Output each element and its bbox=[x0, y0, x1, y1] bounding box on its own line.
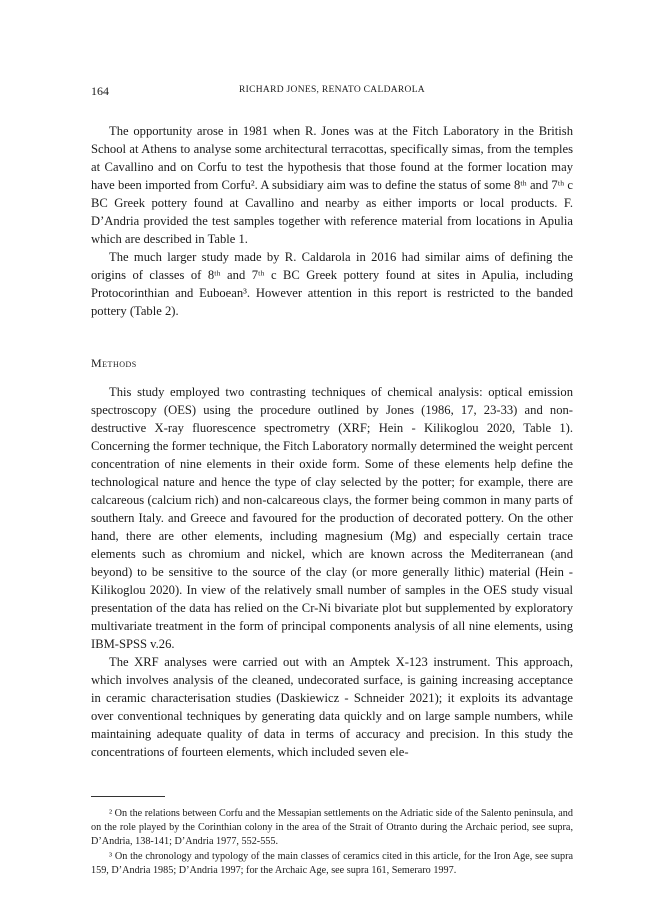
page-header bbox=[91, 84, 573, 98]
paragraph-oes-method: This study employed two contrasting techniques of chemical analysis: optical emission spectroscopy (OES) using the procedure outlined by Jones (1986, 17, 23-33) and non-destructive X-ray fluorescence spectrometry (XRF; Hein - Kilikoglou 2020, Table 1). Concerning the former technique, the Fitch Laboratory normally determined the weight percent concentration of nine elements in their oxide form. Some of these elements help define the technological nature and hence the type of clay selected by the potter; for example, there are calcareous (calcium rich) and non-calcareous clays, the former being common in many parts of southern Italy. and Greece and favoured for the production of decorated pottery. On the other hand, there are other elements, including magnesium (Mg) and especially certain trace elements such as chromium and nickel, which are known across the Mediterranean (and beyond) to be sensitive to the source of the clay (or more generally lithic) material (Hein - Kilikoglou 2020). In view of the relatively small number of samples in the OES study visual presentation of the data has relied on the Cr-Ni bivariate plot but supplemented by exploratory multivariate treatment in the form of principal components analysis of all nine elements, using IBM-SPSS v.26. bbox=[91, 385, 573, 651]
section-heading-methods: Methods bbox=[91, 356, 137, 370]
footnote-3: ³ On the chronology and typology of the main classes of ceramics cited in this article, for the Iron Age, see supra 159, D’Andria 1985; D’Andria 1997; for the Archaic Age, see supra 161, Semeraro 1997. bbox=[91, 850, 573, 876]
footnote-2: ² On the relations between Corfu and the Messapian settlements on the Adriatic side of the Salento peninsula, and on the role played by the Corinthian colony in the area of the Strait of Otranto during the Archaic period, see supra, D’Andria, 138-141; D’Andria 1977, 552-555. bbox=[91, 808, 573, 848]
page-number: 164 bbox=[91, 84, 109, 98]
paragraph-xrf-method: The XRF analyses were carried out with an Amptek X-123 instrument. This approach, which involves analysis of the cleaned, undecorated surface, is gaining increasing acceptance in ceramic characterisation studies (Daskiewicz - Schneider 2021); it exploits its advantage over conventional techniques by generating data quickly and on large sample numbers, while maintaining adequate quality of data in terms of accuracy and precision. In this study the concentrations of fourteen elements, which included seven ele- bbox=[91, 655, 573, 759]
paragraph-caldarola-study: The much larger study made by R. Caldarola in 2016 had similar aims of defining the origins of classes of 8ᵗʰ and 7ᵗʰ c BC Greek pottery found at sites in Apulia, including Protocorinthian and Euboean³. However attention in this report is restricted to the banded pottery (Table 2). bbox=[91, 250, 573, 318]
heading-spacer bbox=[91, 371, 573, 383]
paragraph-opportunity: The opportunity arose in 1981 when R. Jones was at the Fitch Laboratory in the British School at Athens to analyse some architectural terracottas, specifically simas, from the temples at Cavallino and on Corfu to test the hypothesis that those found at the former location may have been imported from Corfu². A subsidiary aim was to define the status of some 8ᵗʰ and 7ᵗʰ c BC Greek pottery found at Cavallino and nearby as either imports or local products. F. D’Andria provided the test samples together with reference material from locations in Apulia which are described in Table 1. bbox=[91, 124, 573, 246]
main-text bbox=[91, 122, 573, 761]
section-spacer bbox=[91, 320, 573, 356]
running-head: RICHARD JONES, RENATO CALDAROLA bbox=[239, 85, 425, 95]
footnote-separator bbox=[91, 796, 165, 797]
footnotes bbox=[91, 807, 573, 878]
